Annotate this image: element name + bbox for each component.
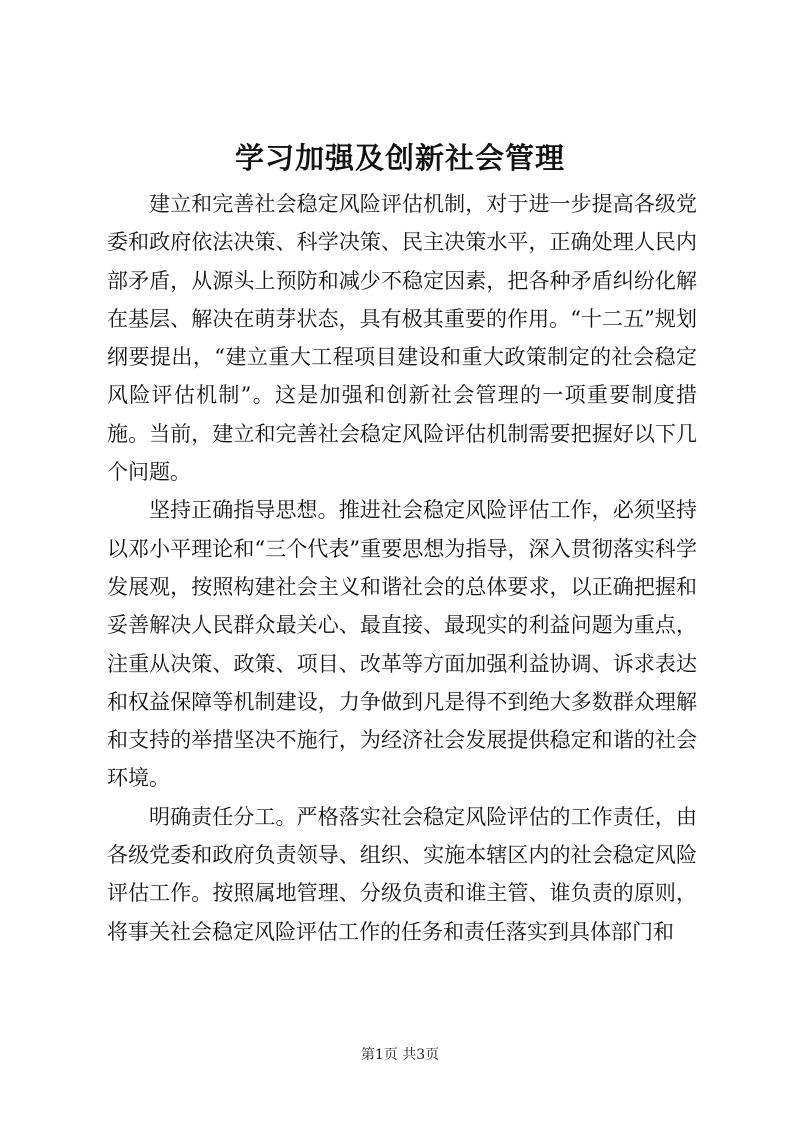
paragraph-responsibility: 明确责任分工。严格落实社会稳定风险评估的工作责任，由各级党委和政府负责领导、组织、实施本辖区内的社会稳定风险评估工作。按照属地管理、分级负责和谁主管、谁负责的原则，将事关社会稳定风险评估工作的任务和责任落实到具体部门和	[107, 804, 697, 944]
document-body	[107, 185, 697, 951]
paragraph-intro: 建立和完善社会稳定风险评估机制，对于进一步提高各级党委和政府依法决策、科学决策、民主决策水平，正确处理人民内部矛盾，从源头上预防和减少不稳定因素，把各种矛盾纠纷化解在基层、解决在萌芽状态，具有极其重要的作用。“十二五”规划纲要提出，“建立重大工程项目建设和重大政策制定的社会稳定风险评估机制”。这是加强和创新社会管理的一项重要制度措施。当前，建立和完善社会稳定风险评估机制需要把握好以下几个问题。	[107, 192, 697, 485]
paragraph-guiding-thought: 坚持正确指导思想。推进社会稳定风险评估工作，必须坚持以邓小平理论和“三个代表”重要思想为指导，深入贯彻落实科学发展观，按照构建社会主义和谐社会的总体要求，以正确把握和妥善解决人民群众最关心、最直接、最现实的利益问题为重点，注重从决策、政策、项目、改革等方面加强利益协调、诉求表达和权益保障等机制建设，力争做到凡是得不到绝大多数群众理解和支持的举措坚决不施行，为经济社会发展提供稳定和谐的社会环境。	[107, 498, 697, 791]
page-number-footer: 第1页 共3页	[360, 1047, 440, 1063]
document-title: 学习加强及创新社会管理	[234, 141, 565, 175]
